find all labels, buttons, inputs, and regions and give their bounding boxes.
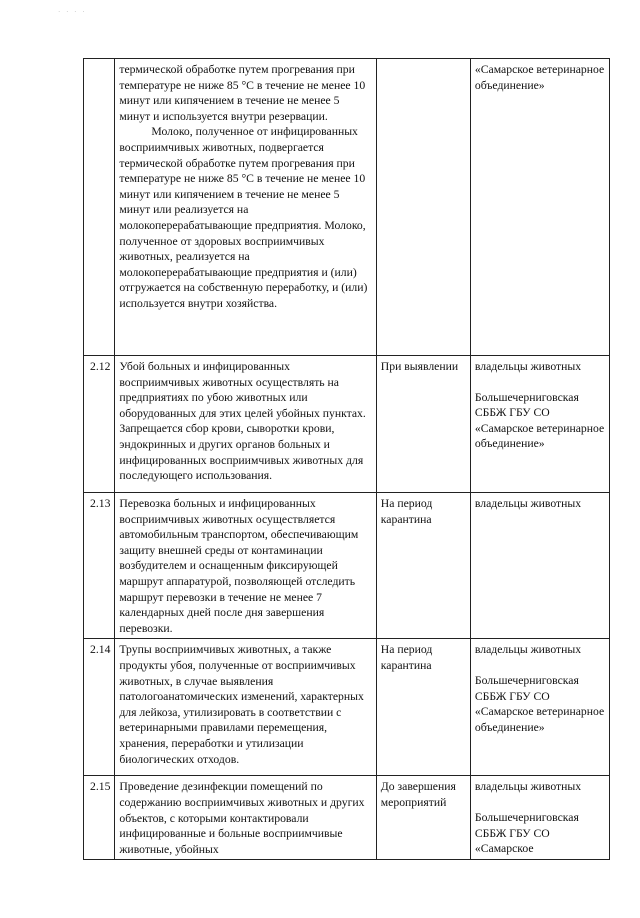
row-number: 2.12 [84,356,115,493]
responsible-entry: владельцы животных [474,360,582,373]
measure-description [115,356,376,493]
description-paragraph: термической обработке путем прогревания при температуре не ниже 85 °С в течение не менее 10 минут или кипячением в течение не менее 5 минут и используется внутри резервации. [119,63,366,123]
table-row [84,639,610,776]
row-number: 2.15 [84,776,115,860]
deadline-cell: На период карантина [376,639,470,776]
deadline-cell: До завершения мероприятий [376,776,470,860]
responsible-entry: Большечерниговская СББЖ ГБУ СО «Самарское [474,810,579,856]
responsible-entry: «Самарское ветеринарное объединение» [474,63,605,92]
responsible-cell [470,59,609,356]
description-paragraph: Перевозка больных и инфицированных восприимчивых животных осуществляется автомобильным транспортом, обеспечивающим защиту внешней среды от контаминации возбудителем и оснащенным фиксирующей маршрут аппаратурой, позволяющей отследить маршрут перевозки в течение не менее 7 календарных дней после дня завершения перевозки. [119,497,359,635]
responsible-cell [470,356,609,493]
responsible-entry: владельцы животных [474,780,582,794]
responsible-entry: владельцы животных [474,497,582,510]
measures-table [83,58,610,860]
scan-artifact: · · · · [58,8,87,16]
deadline-cell: При выявлении [376,356,470,493]
responsible-entry: Большечерниговская СББЖ ГБУ СО «Самарское ветеринарное объединение» [474,390,605,451]
row-number: 2.14 [84,639,115,776]
deadline-cell: На период карантина [376,493,470,639]
row-number: 2.13 [84,493,115,639]
responsible-cell [470,639,609,776]
responsible-cell [470,776,609,860]
responsible-entry: владельцы животных [474,643,582,657]
measure-description [115,639,376,776]
description-paragraph: Убой больных и инфицированных восприимчивых животных осуществлять на предприятиях по убою животных или оборудованных для этих целей убойных пунктах. Запрещается сбор крови, сыворотки крови, эндокринных и других органов больных и инфицированных восприимчивых животных для последующего использования. [119,360,366,483]
description-paragraph: Молоко, полученное от инфицированных восприимчивых животных, подвергается термической обработке путем прогревания при температуре не ниже 85 °С в течение не менее 10 минут или кипячением в течение не менее 5 минут или реализуется на молокоперерабатывающие предприятия. Молоко, полученное от здоровых восприимчивых животных, реализуется на молокоперерабатывающие предприятия и (или) отгружается на собственную переработку, и (или) используется внутри хозяйства. [119,125,368,310]
responsible-entry: Большечерниговская СББЖ ГБУ СО «Самарское ветеринарное объединение» [474,673,605,734]
table-row [84,493,610,639]
description-paragraph: Проведение дезинфекции помещений по содержанию восприимчивых животных и других объектов, с которыми контактировали инфицированные и больные восприимчивые животные, убойных [119,780,365,856]
table-row [84,59,610,356]
responsible-cell [470,493,609,639]
description-paragraph: Трупы восприимчивых животных, а также продукты убоя, полученные от восприимчивых животных, в случае выявления патологоанатомических изменений, характерных для лейкоза, утилизировать в соответствии с ветеринарными правилами перемещения, хранения, переработки и утилизации биологических отходов. [119,643,364,766]
deadline-cell [376,59,470,356]
table-row [84,776,610,860]
row-number [84,59,115,356]
measure-description [115,59,376,356]
table-row [84,356,610,493]
measure-description [115,776,376,860]
measure-description [115,493,376,639]
